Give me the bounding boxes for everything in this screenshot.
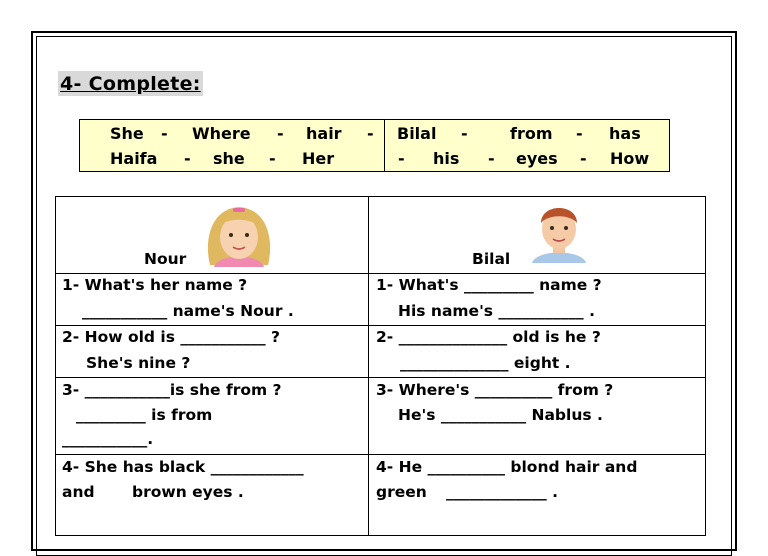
- nour-header: Nour: [144, 250, 187, 268]
- word-bank-word: Her: [302, 149, 335, 168]
- row-divider: [56, 273, 705, 274]
- word-bank-word: Where: [192, 124, 251, 143]
- word-bank-dash: -: [576, 124, 583, 143]
- word-bank-word: has: [609, 124, 641, 143]
- bilal-header: Bilal: [472, 250, 511, 268]
- word-bank-dash: -: [269, 149, 276, 168]
- row-divider: [56, 454, 705, 455]
- word-bank-word: his: [433, 149, 460, 168]
- bilal-q2-line1: 2- ______________ old is he ?: [376, 328, 601, 346]
- word-bank-dash: -: [461, 124, 468, 143]
- worksheet-table: [55, 196, 706, 536]
- nour-q4-line1: 4- She has black ____________: [62, 458, 304, 476]
- bilal-q4-line1: 4- He __________ blond hair and: [376, 458, 638, 476]
- word-bank-dash: -: [277, 124, 284, 143]
- bilal-q3-line2: He's ___________ Nablus .: [398, 406, 603, 424]
- word-bank-word: hair: [306, 124, 342, 143]
- word-bank-dash: -: [184, 149, 191, 168]
- girl-portrait-icon: [200, 201, 278, 269]
- word-bank-word: eyes: [516, 149, 558, 168]
- nour-q3-line2: _________ is from: [76, 406, 213, 424]
- nour-q3-line1: 3- ___________is she from ?: [62, 381, 282, 399]
- nour-q4-line2a: and: [62, 483, 95, 501]
- word-bank-word: Haifa: [110, 149, 158, 168]
- word-bank-word: from: [510, 124, 553, 143]
- word-bank-dash: -: [488, 149, 495, 168]
- exercise-heading: 4- Complete:: [60, 73, 201, 95]
- word-bank-dash: -: [580, 149, 587, 168]
- word-bank-word: Bilal: [397, 124, 437, 143]
- row-divider: [56, 377, 705, 378]
- nour-q1-line2: ___________ name's Nour .: [82, 302, 294, 320]
- nour-q2-line1: 2- How old is ___________ ?: [62, 328, 280, 346]
- bilal-q4-line2a: green: [376, 483, 427, 501]
- boy-portrait-icon: [524, 199, 594, 263]
- nour-q1-line1: 1- What's her name ?: [62, 276, 248, 294]
- word-bank-divider: [384, 120, 385, 171]
- word-bank-word: How: [610, 149, 650, 168]
- bilal-q1-line2: His name's ___________ .: [398, 302, 595, 320]
- bilal-q3-line1: 3- Where's __________ from ?: [376, 381, 614, 399]
- word-bank-word: She: [110, 124, 144, 143]
- bilal-q4-line2b: _____________ .: [446, 483, 559, 501]
- nour-q3-line3: ___________.: [62, 430, 154, 448]
- nour-q2-line2: She's nine ?: [86, 354, 191, 372]
- word-bank-dash: -: [398, 149, 405, 168]
- word-bank-dash: -: [161, 124, 168, 143]
- column-divider: [368, 197, 369, 535]
- row-divider: [56, 325, 705, 326]
- nour-q4-line2b: brown eyes .: [132, 483, 244, 501]
- bilal-q2-line2: ______________ eight .: [400, 354, 571, 372]
- word-bank-dash: -: [367, 124, 374, 143]
- bilal-q1-line1: 1- What's _________ name ?: [376, 276, 602, 294]
- word-bank-word: she: [213, 149, 245, 168]
- word-bank: [79, 119, 670, 172]
